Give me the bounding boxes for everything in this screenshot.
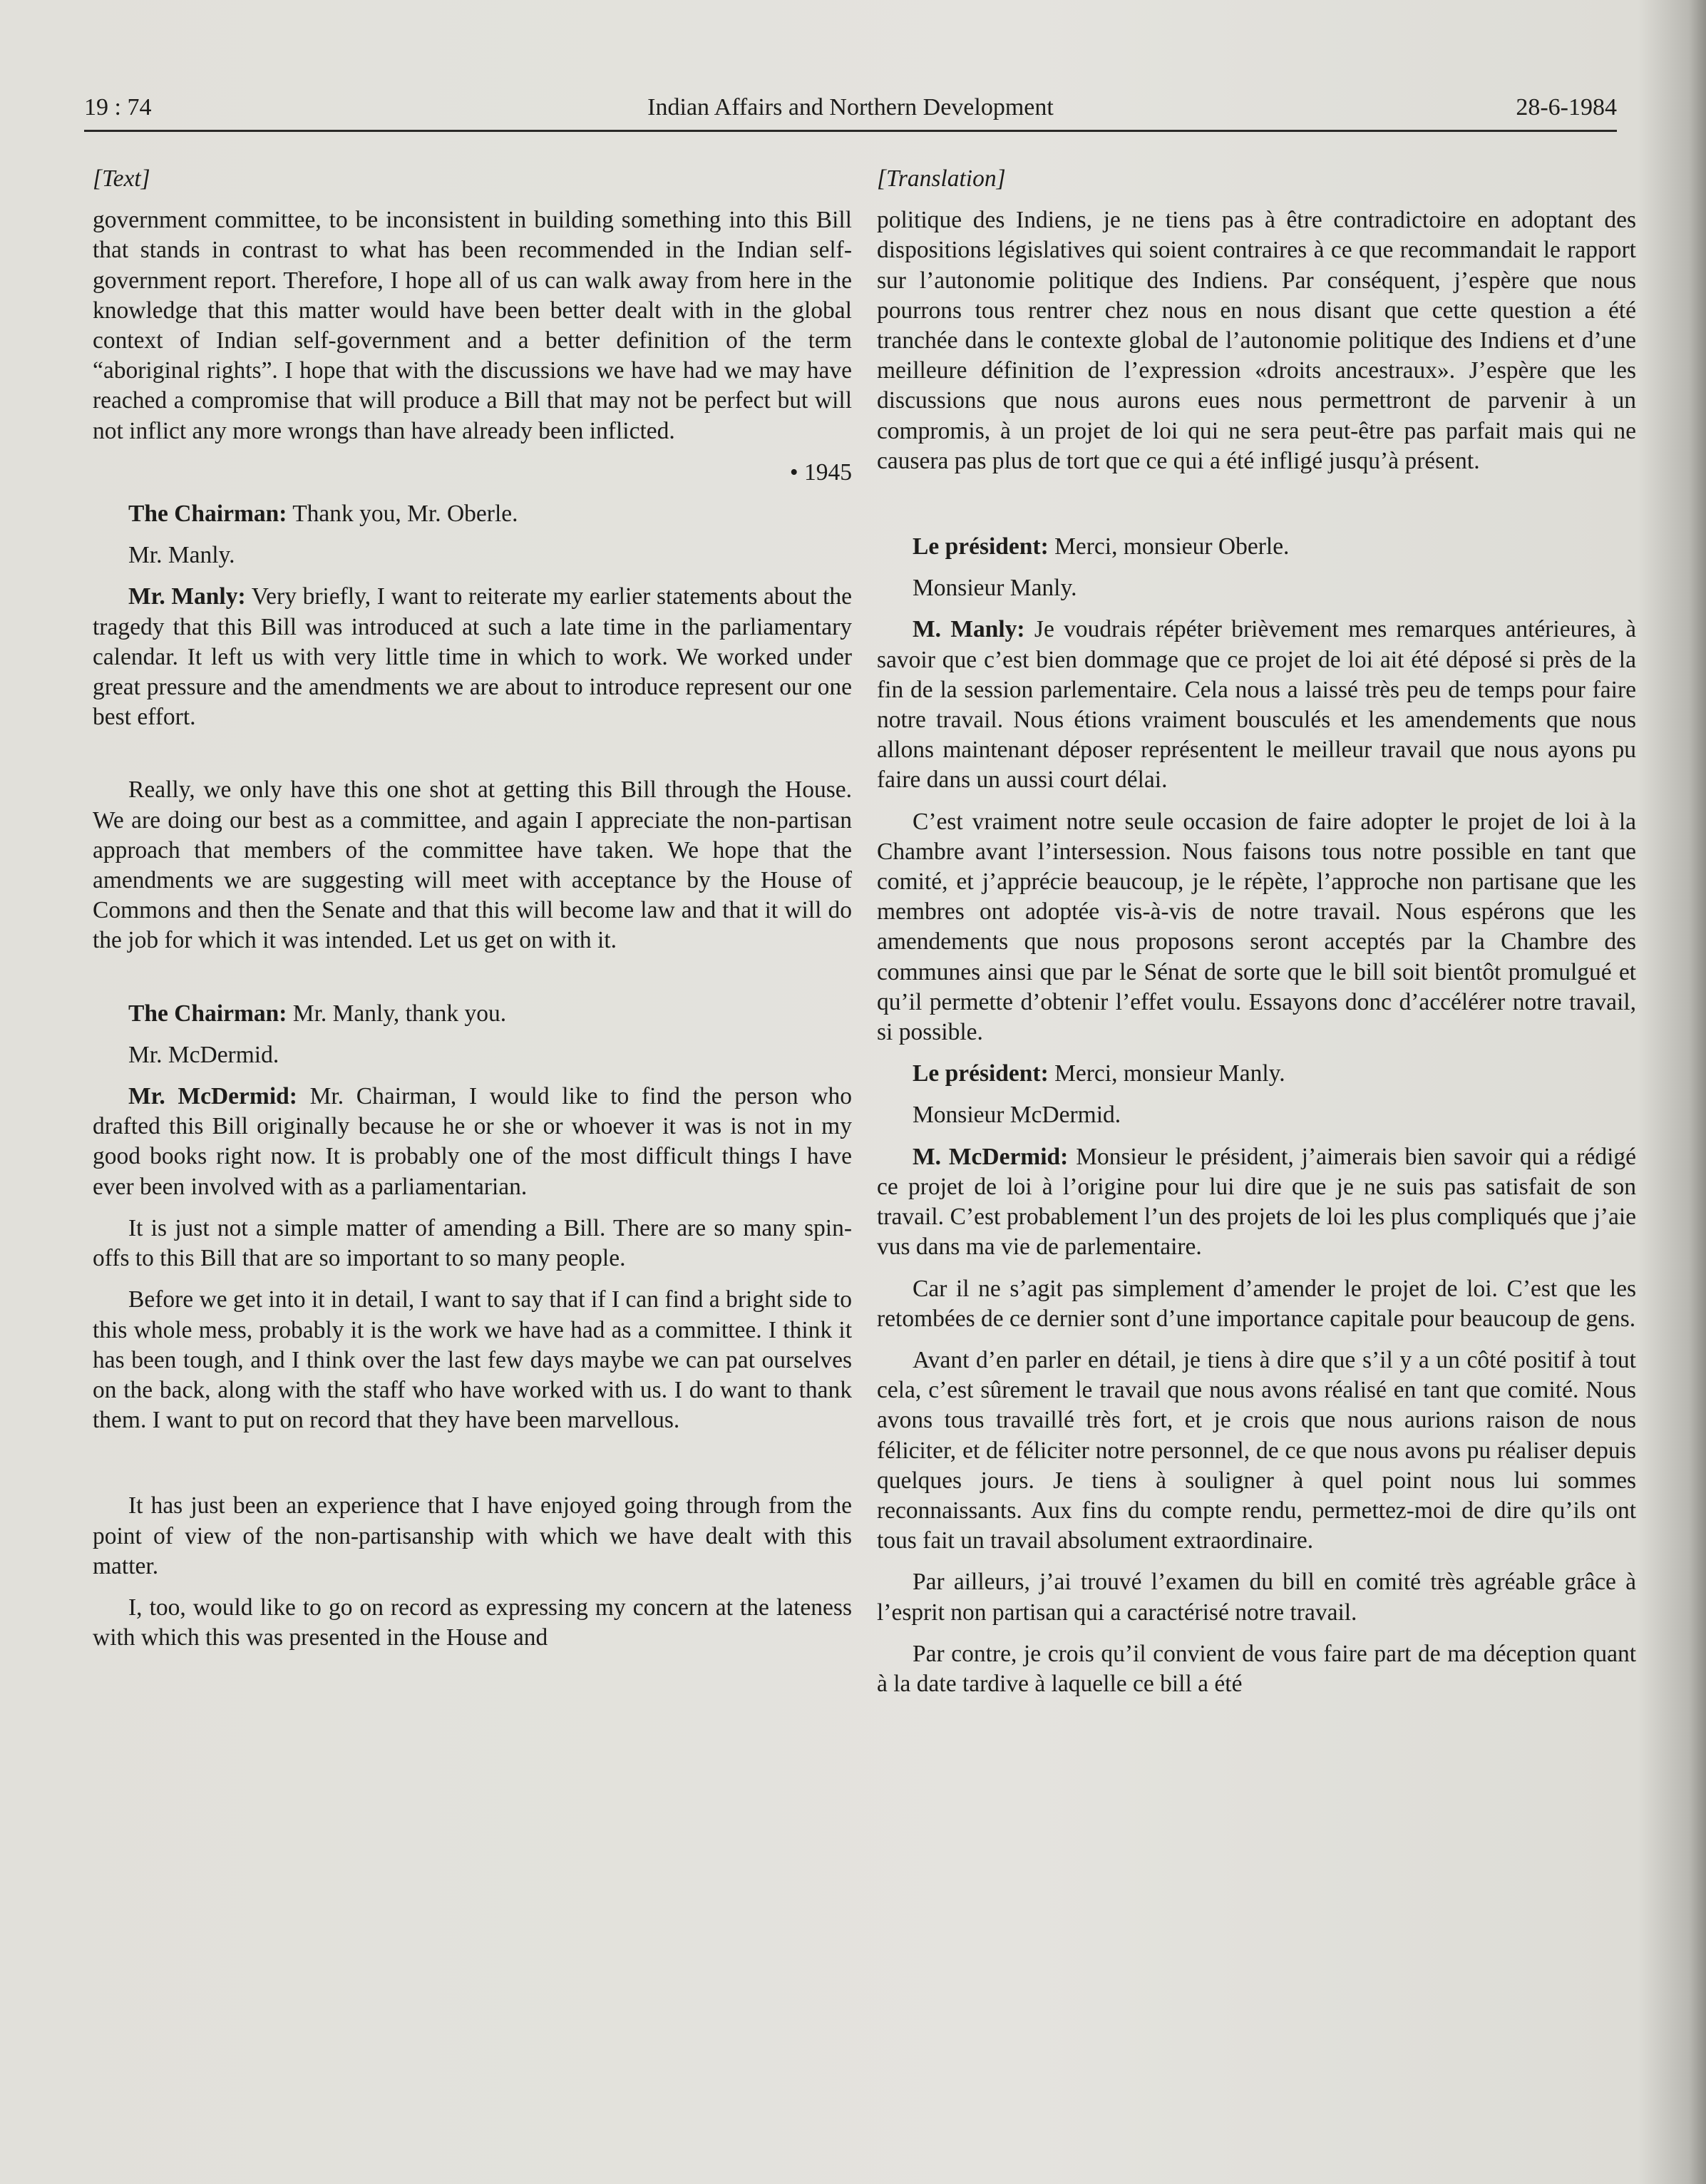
speech-chairman	[93, 499, 852, 529]
speech-text: Monsieur le président, j’aimerais bien savoir qui a rédigé ce projet de loi à l’origine pour lui dire que je ne suis pas satisfait de son travail. C’est probablement l’un des projets de loi les plus compliqués que j’aie vus dans ma vie de parlementaire.	[877, 1143, 1636, 1261]
speech-manly	[877, 615, 1636, 795]
speech-text: Very briefly, I want to reiterate my earlier statements about the tragedy that this Bill was introduced at such a late time in the parliamentary calendar. It left us with very little time in which to work. We worked under great pressure and the amendments we are about to introduce represent our one best effort.	[93, 583, 852, 731]
paragraph: Before we get into it in detail, I want to say that if I can find a bright side to this whole mess, probably it is the work we have had as a committee. I think it has been tough, and I think over the last few days maybe we can pat ourselves on the back, along with the staff who have worked with us. I do want to thank them. I want to put on record that they have been marvellous.	[93, 1286, 852, 1434]
paragraph: Avant d’en parler en détail, je tiens à dire que s’il y a un côté positif à tout cela, c’est sûrement le travail que nous avons réalisé en tant que comité. Nous avons tous travaillé très fort, et je crois que nous aurions raison de nous féliciter, et de féliciter notre personnel, de ce que nous avons pu réaliser depuis quelques jours. Je tiens à souligner à quel point nous lui sommes reconnaissants. Aux fins du compte rendu, permettez-moi de dire qu’ils ont tous fait un travail absolument extraordinaire.	[877, 1346, 1636, 1554]
paragraph: politique des Indiens, je ne tiens pas à être contradictoire en adoptant des dispositions législatives qui soient contraires à ce que recommandait le rapport sur l’autonomie politique des Indiens. Par conséquent, j’espère que nous pourrons tous rentrer chez nous en nous disant que cette question a été tranchée dans le contexte global de l’autonomie politique des Indiens et d’une meilleure définition de l’expression «droits ancestraux». J’espère que les discussions que nous aurons eues nous permettront de parvenir à un compromis, à un projet de loi qui ne sera peut-être pas parfait mais qui ne causera pas plus de tort que ce qui a été infligé jusqu’à présent.	[877, 207, 1636, 474]
speech-chairman	[877, 532, 1636, 562]
speaker-name: Mr. McDermid:	[128, 1083, 297, 1110]
paragraph: Car il ne s’agit pas simplement d’amender le projet de loi. C’est que les retombées de ce dernier sont d’une importance capitale pour beaucoup de gens.	[877, 1275, 1636, 1332]
speech-text: Je voudrais répéter brièvement mes remarques antérieures, à savoir que c’est bien dommage que ce projet de loi ait été déposé si près de la fin de la session parlementaire. Cela nous a laissé très peu de temps pour faire notre travail. Nous étions vraiment bousculés et les amendements que nous allons maintenant déposer représentent le meilleur travail que nous ayons pu faire dans un aussi court délai.	[877, 616, 1636, 794]
paragraph: I, too, would like to go on record as expressing my concern at the lateness with which this was presented in the House and	[93, 1594, 852, 1651]
speech-text: Merci, monsieur Manly.	[1048, 1060, 1285, 1087]
paragraph: It is just not a simple matter of amending a Bill. There are so many spin-offs to this Bill that are so important to so many people.	[93, 1214, 852, 1272]
page-date: 28-6-1984	[1516, 94, 1617, 121]
paragraph: Really, we only have this one shot at getting this Bill through the House. We are doing our best as a committee, and again I appreciate the non-partisan approach that members of the committee have taken. We hope that the amendments we are suggesting will meet with acceptance by the House of Commons and then the Senate and that this will become law and that it will do the job for which it was intended. Let us get on with it.	[93, 776, 852, 954]
speaker-name: M. McDermid:	[913, 1143, 1069, 1170]
running-title: Indian Affairs and Northern Development	[647, 94, 1054, 121]
speech-text: Mr. Manly, thank you.	[287, 1000, 507, 1027]
page-number: 19 : 74	[84, 94, 152, 121]
speech-mcdermid	[877, 1142, 1636, 1263]
speech-mcdermid	[93, 1082, 852, 1202]
paragraph: Par contre, je crois qu’il convient de vous faire part de ma déception quant à la date tardive à laquelle ce bill a été	[877, 1640, 1636, 1697]
page-header	[84, 86, 1617, 132]
paragraph: Par ailleurs, j’ai trouvé l’examen du bill en comité très agréable grâce à l’esprit non partisan qui a caractérisé notre travail.	[877, 1569, 1636, 1626]
speaker-name: Le président:	[913, 533, 1049, 560]
speaker-call: Mr. McDermid.	[128, 1041, 279, 1068]
speaker-call: Monsieur McDermid.	[913, 1102, 1121, 1129]
time-marker: • 1945	[789, 458, 852, 486]
speaker-name: The Chairman:	[128, 1000, 287, 1027]
speech-text: Mr. Chairman, I would like to find the person who drafted this Bill originally because he or she or whoever it was is not in my good books right now. It is probably one of the most difficult things I have ever been involved with as a parliamentarian.	[93, 1083, 852, 1200]
speech-manly	[93, 582, 852, 732]
french-column	[877, 164, 1636, 1711]
speaker-call: Monsieur Manly.	[913, 575, 1077, 602]
speaker-name: Mr. Manly:	[128, 583, 246, 610]
paragraph: It has just been an experience that I have enjoyed going through from the point of view of the non-partisanship with which we have dealt with this matter.	[93, 1492, 852, 1579]
speaker-name: M. Manly:	[913, 616, 1025, 643]
speech-text: Thank you, Mr. Oberle.	[287, 501, 518, 528]
translation-label: [Translation]	[877, 165, 1006, 192]
speech-chairman	[93, 999, 852, 1029]
paragraph: C’est vraiment notre seule occasion de faire adopter le projet de loi à la Chambre avant l’intersession. Nous faisons tous notre possible en tant que comité, et j’apprécie beaucoup, je le répète, l’approche non partisane que les membres ont adoptée vis-à-vis de notre travail. Nous espérons que les amendements que nous proposons seront acceptés par la Chambre des communes ainsi que par le Sénat de sorte que le bill soit bientôt promulgué et qu’il permette d’obtenir l’effet voulu. Essayons donc d’accélérer notre travail, si possible.	[877, 808, 1636, 1046]
speaker-name: The Chairman:	[128, 501, 287, 528]
paragraph: government committee, to be inconsistent in building something into this Bill that stands in contrast to what has been recommended in the Indian self-government report. Therefore, I hope all of us can walk away from here in the knowledge that this matter would have been better dealt with in the global context of Indian self-government and a better definition of the term “aboriginal rights”. I hope that with the discussions we have had we may have reached a compromise that will produce a Bill that may not be perfect but will not inflict any more wrongs than have already been inflicted.	[93, 207, 852, 444]
english-column	[93, 164, 852, 1664]
text-label: [Text]	[93, 165, 150, 192]
speaker-name: Le président:	[913, 1060, 1049, 1087]
speech-text: Merci, monsieur Oberle.	[1048, 533, 1290, 560]
speech-chairman	[877, 1059, 1636, 1089]
speaker-call: Mr. Manly.	[128, 542, 235, 569]
